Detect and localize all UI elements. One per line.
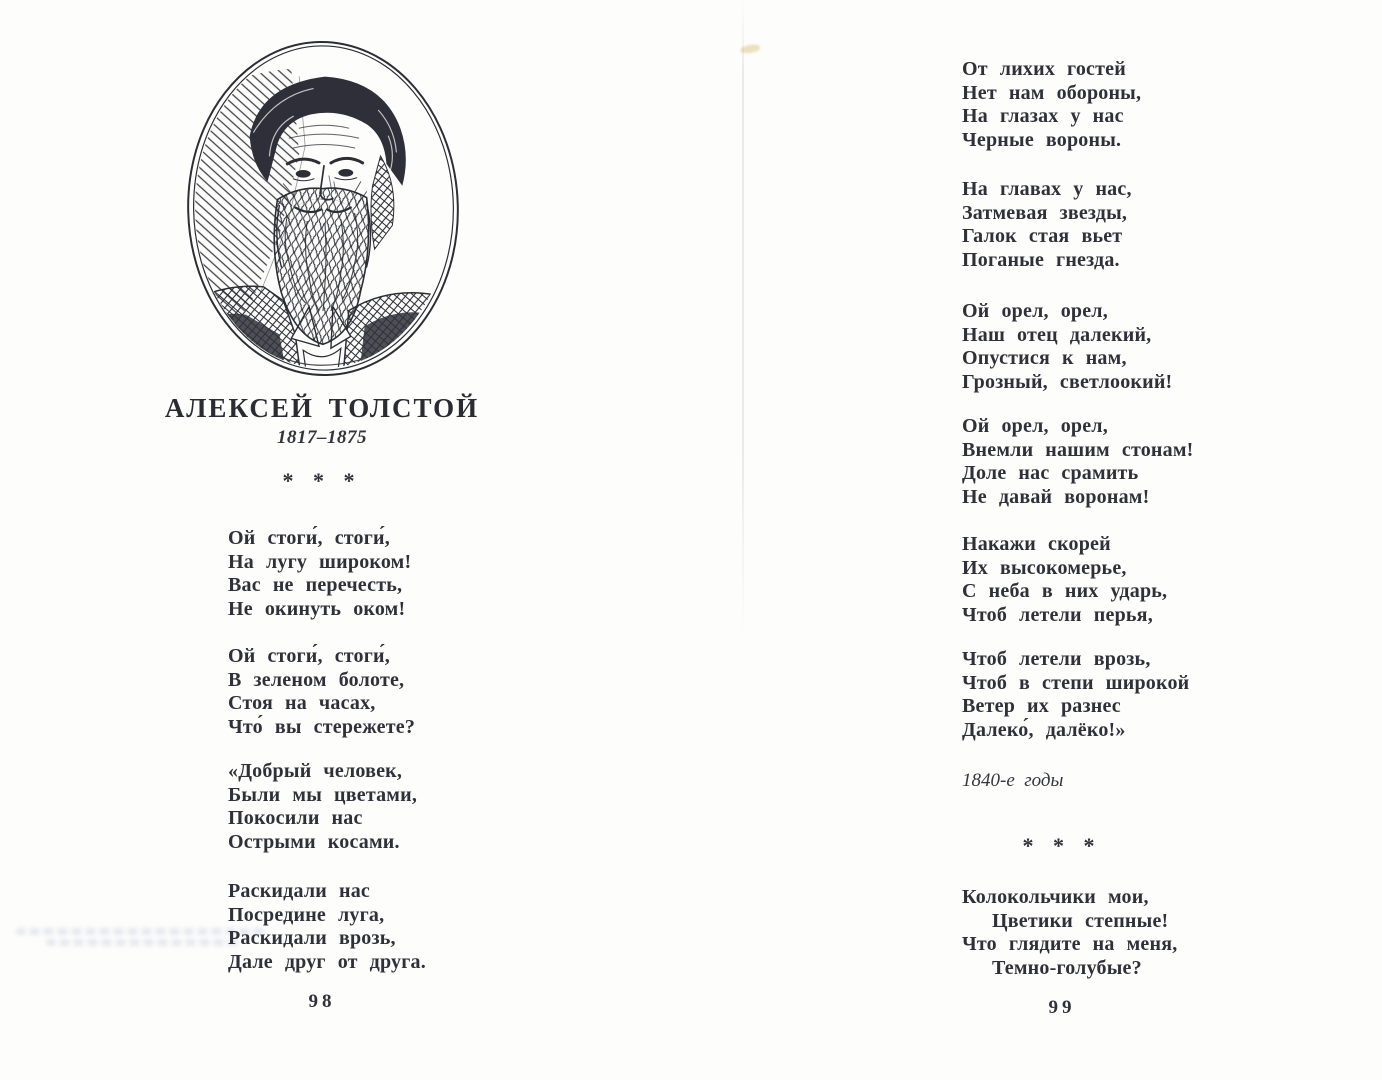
- poem-line: От лихих гостей: [962, 58, 1126, 80]
- poem-line: Грозный, светлоокий!: [962, 370, 1173, 393]
- poem-line: Ой орел, орел,: [962, 415, 1108, 437]
- poem-line: Дале друг от друга.: [228, 950, 426, 973]
- poem-line: В зеленом болоте,: [228, 668, 405, 691]
- poem-line: Ой орел, орел,: [962, 300, 1108, 322]
- poem-line: Опустися к нам,: [962, 347, 1127, 369]
- stanza: [228, 527, 411, 621]
- stanza: [962, 300, 1172, 394]
- poem-line: Черные вороны.: [962, 128, 1122, 151]
- stanza: [228, 880, 426, 974]
- poem-line: Нет нам обороны,: [962, 81, 1142, 104]
- poem-divider-right: * * *: [1022, 833, 1102, 858]
- poem-line: Были мы цветами,: [228, 783, 418, 806]
- stanza: [962, 178, 1132, 272]
- author-name: АЛЕКСЕЙ ТОЛСТОЙ: [164, 393, 480, 423]
- poem-line: Наш отец далекий,: [962, 323, 1152, 346]
- poem-line: Что глядите на меня,: [962, 933, 1178, 955]
- poem-line: Ветер их разнес: [962, 695, 1121, 717]
- poem-line: Острыми косами.: [228, 830, 400, 853]
- poem-line: Внемли нашим стонам!: [962, 438, 1194, 461]
- page-number-left: 98: [308, 991, 336, 1012]
- poem-line: Галок стая вьет: [962, 225, 1123, 247]
- poem-line: Далеко́, далёко!»: [962, 718, 1126, 741]
- stanza: [228, 760, 417, 854]
- poem-line: Затмевая звезды,: [962, 201, 1128, 224]
- poem-line: Ой стоги́, стоги́,: [228, 645, 390, 667]
- author-years: 1817–1875: [277, 427, 367, 448]
- poem-line: Стоя на часах,: [228, 692, 376, 714]
- poem-line: С неба в них ударь,: [962, 580, 1168, 602]
- page-number-right: 99: [1048, 997, 1076, 1018]
- poem-line: Вас не перечесть,: [228, 574, 403, 596]
- poem-line: На лугу широком!: [228, 550, 412, 573]
- poem-line: Ой стоги́, стоги́,: [228, 527, 390, 549]
- poem-line: На главах у нас,: [962, 178, 1132, 200]
- poem-line: Что́ вы стережете?: [228, 715, 416, 738]
- poem-line: Покосили нас: [228, 807, 363, 829]
- poem-line: Посредине луга,: [228, 903, 385, 926]
- poem-line: Не окинуть оком!: [228, 597, 406, 620]
- poem-line: На глазах у нас: [962, 105, 1124, 127]
- poem-line: Колокольчики мои,: [962, 886, 1149, 908]
- stanza: [962, 533, 1167, 627]
- stanza: [962, 886, 1177, 980]
- page-gutter-crease: [742, 0, 744, 640]
- stanza: [962, 648, 1189, 742]
- poem-divider-left: * * *: [282, 468, 362, 493]
- poem-line: Их высокомерье,: [962, 556, 1127, 579]
- poem-line: Темно-голубые?: [992, 956, 1142, 979]
- poem-line: Поганые гнезда.: [962, 248, 1120, 271]
- portrait-engraving-svg: [184, 37, 462, 379]
- poem-line: «Добрый человек,: [228, 760, 403, 782]
- stanza: [962, 58, 1141, 152]
- poem-line: Чтоб в степи широкой: [962, 671, 1190, 694]
- poem-date-note: 1840-е годы: [962, 770, 1064, 791]
- poem-line: Раскидали врозь,: [228, 927, 396, 949]
- poem-line: Цветики степные!: [992, 909, 1169, 932]
- poem-line: Чтоб летели перья,: [962, 603, 1153, 626]
- author-portrait-engraving: [184, 37, 462, 379]
- poem-line: Накажи скорей: [962, 533, 1111, 555]
- poem-line: Доле нас срамить: [962, 462, 1139, 484]
- stanza: [228, 645, 415, 739]
- poem-line: Раскидали нас: [228, 880, 370, 902]
- poem-line: Чтоб летели врозь,: [962, 648, 1151, 670]
- poem-line: Не давай воронам!: [962, 485, 1150, 508]
- stanza: [962, 415, 1194, 509]
